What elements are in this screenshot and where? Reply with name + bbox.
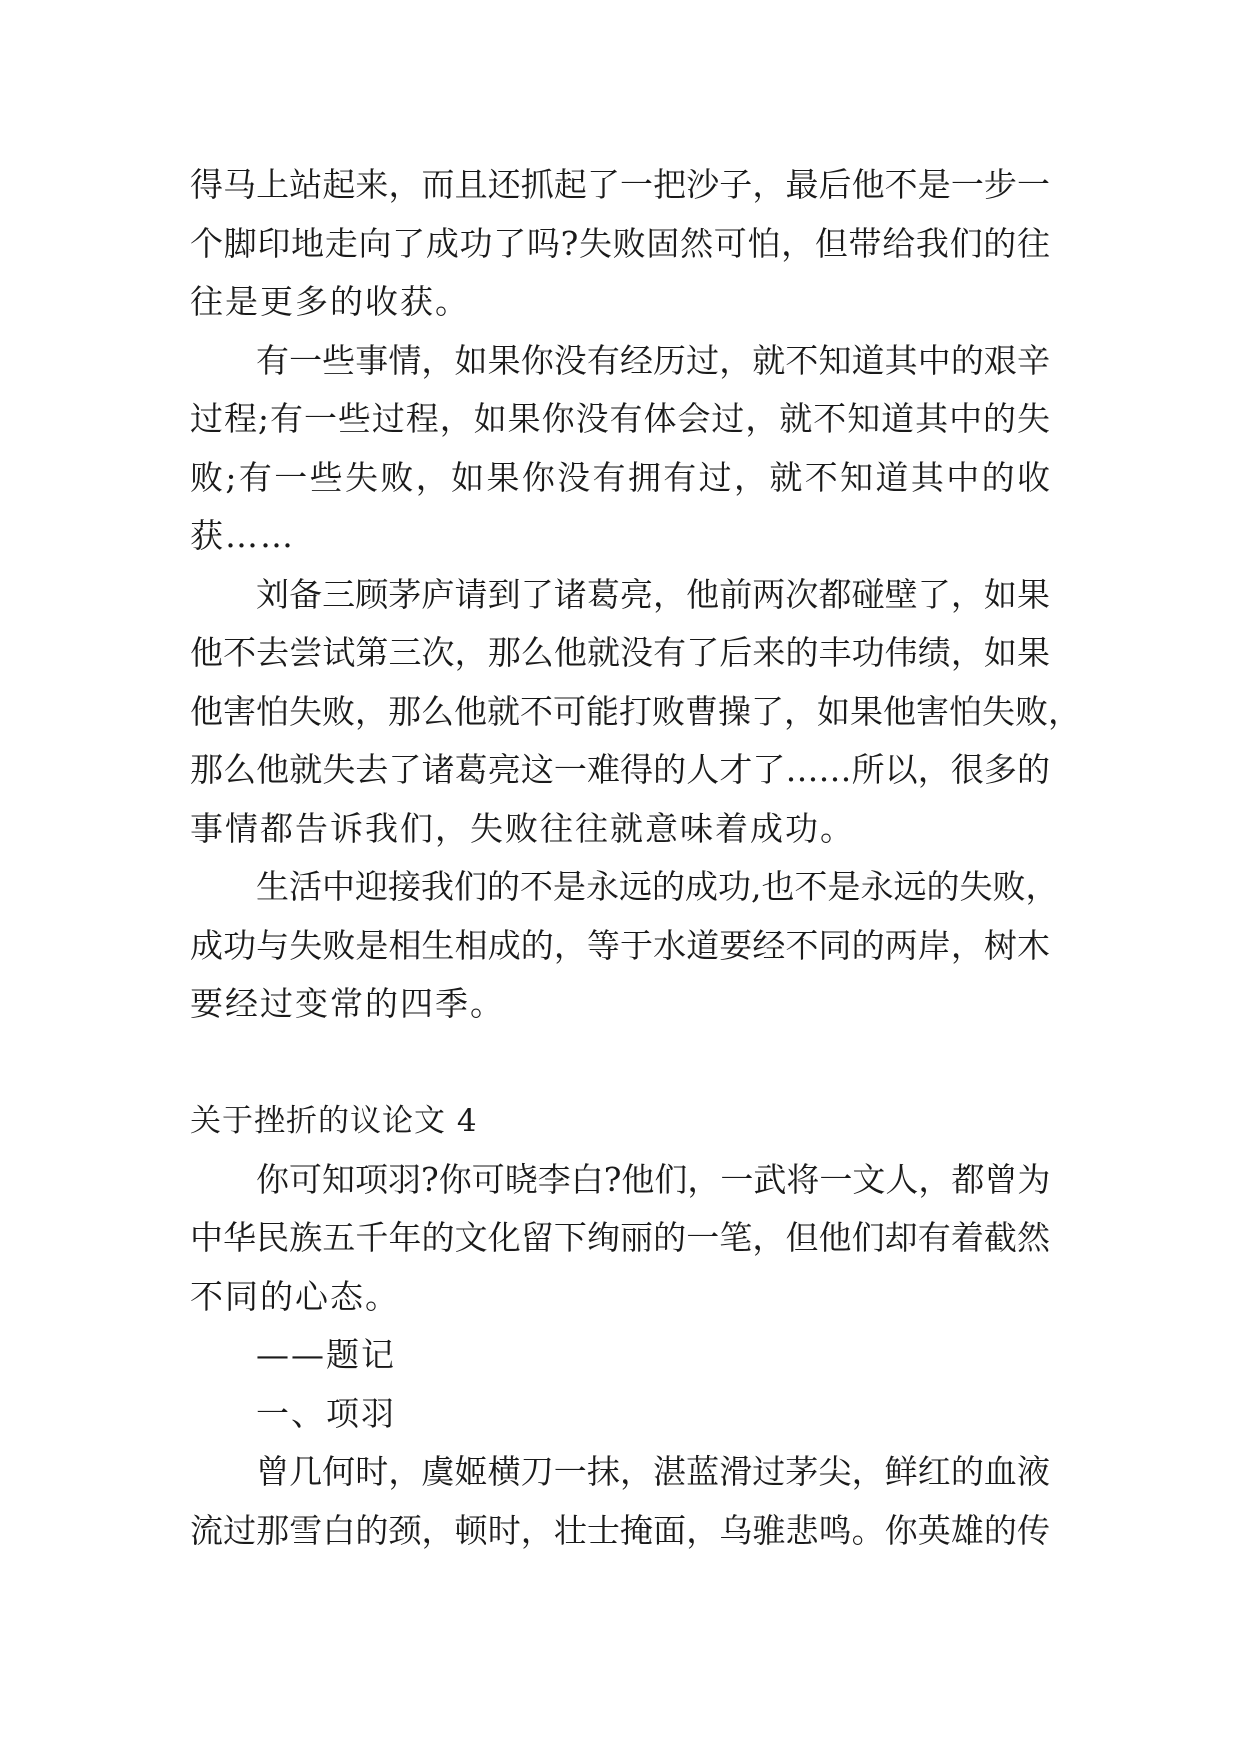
paragraph — [190, 1151, 1050, 1327]
text-line: 个脚印地走向了成功了吗?失败固然可怕，但带给我们的往 — [190, 223, 1050, 263]
paragraph — [190, 156, 1050, 332]
text-line: 流过那雪白的颈，顿时，壮士掩面，乌骓悲鸣。你英雄的传 — [190, 1510, 1050, 1550]
text-line: 一、项羽 — [256, 1393, 396, 1433]
text-line: 你可知项羽?你可晓李白?他们，一武将一文人，都曾为 — [256, 1159, 1051, 1199]
text-line: 要经过变常的四季。 — [190, 984, 505, 1023]
text-line: 曾几何时，虞姬横刀一抹，湛蓝滑过茅尖，鲜红的血液 — [256, 1452, 1050, 1491]
text-line: 败;有一些失败，如果你没有拥有过，就不知道其中的收 — [190, 457, 1050, 497]
text-line: 他不去尝试第三次，那么他就没有了后来的丰功伟绩，如果 — [190, 633, 1050, 672]
text-line: 刘备三顾茅庐请到了诸葛亮，他前两次都碰壁了，如果 — [256, 574, 1050, 614]
document-page — [190, 156, 1081, 1560]
text-line: 那么他就失去了诸葛亮这一难得的人才了……所以，很多的 — [190, 750, 1050, 789]
text-line: 有一些事情，如果你没有经历过，就不知道其中的艰辛 — [256, 340, 1050, 380]
text-line: 事情都告诉我们，失败往往就意味着成功。 — [190, 808, 855, 848]
text-line: 过程;有一些过程，如果你没有体会过，就不知道其中的失 — [190, 399, 1050, 438]
paragraph — [190, 566, 1081, 859]
paragraph — [190, 858, 1059, 1034]
text-line: 生活中迎接我们的不是永远的成功,也不是永远的失败， — [256, 867, 1059, 906]
text-line: 中华民族五千年的文化留下绚丽的一笔，但他们却有着截然 — [190, 1218, 1050, 1257]
epigraph-note — [190, 1326, 1050, 1385]
blank-line — [190, 1034, 1050, 1093]
text-line: ——题记 — [256, 1335, 396, 1374]
section-heading: 关于挫折的议论文 4 — [190, 1103, 478, 1139]
text-line: 他害怕失败，那么他就不可能打败曹操了，如果他害怕失败， — [190, 691, 1081, 731]
text-line: 成功与失败是相生相成的，等于水道要经不同的两岸，树木 — [190, 925, 1050, 965]
subsection-heading — [190, 1385, 1050, 1444]
paragraph — [190, 332, 1050, 566]
text-line: 获…… — [190, 516, 295, 555]
text-line: 往是更多的收获。 — [190, 282, 470, 321]
text-line: 不同的心态。 — [190, 1276, 400, 1316]
paragraph — [190, 1443, 1050, 1560]
text-line: 得马上站起来，而且还抓起了一把沙子，最后他不是一步一 — [190, 165, 1050, 204]
